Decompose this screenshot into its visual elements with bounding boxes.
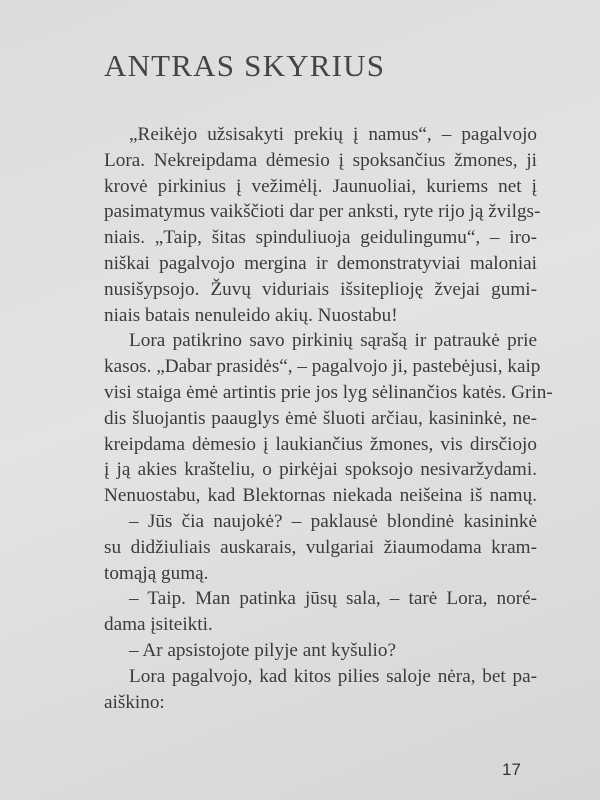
chapter-title: ANTRAS SKYRIUS — [104, 48, 386, 83]
text-line: Lora pagalvojo, kad kitos pilies saloje nėra, bet pa- — [129, 665, 537, 687]
text-line: „Reikėjo užsisakyti prekių į namus“, – pagalvojo — [129, 124, 537, 145]
text-line: niškai pagalvojo mergina ir demonstratyviai maloniai — [104, 253, 537, 274]
page-number: 17 — [502, 760, 521, 779]
text-line: kreipdama dėmesio į laukiančius žmones, vis dirsčiojo — [104, 433, 537, 455]
text-line: į ją akies krašteliu, o pirkėjai spoksojo nesivaržydami. — [104, 459, 537, 481]
text-line: Lora patikrino savo pirkinių sąrašą ir patraukė prie — [129, 330, 537, 352]
text-line: niais. „Taip, šitas spinduliuoja geidulingumu“, – iro- — [104, 227, 537, 249]
text-line: tomąją gumą. — [104, 562, 209, 584]
text-line: niais batais nenuleido akių. Nuostabu! — [104, 304, 398, 326]
text-line: Lora. Nekreipdama dėmesio į spoksančius žmones, ji — [104, 149, 537, 171]
text-line: – Ar apsistojote pilyje ant kyšulio? — [129, 640, 396, 661]
text-line: kasos. „Dabar prasidės“, – pagalvojo ji, pastebėjusi, kaip — [104, 356, 541, 378]
text-line: nusišypsojo. Žuvų viduriais išsiteplioję žvejai gumi- — [104, 278, 537, 300]
text-line: – Taip. Man patinka jūsų sala, – tarė Lora, noré- — [129, 588, 537, 610]
text-line: aiškino: — [104, 691, 165, 713]
text-line: su didžiuliais auskarais, vulgariai žiaumodama kram- — [104, 536, 537, 558]
text-line: visi staiga ėmė artintis prie jos lyg sėlinančios katės. Grin- — [104, 382, 553, 403]
text-line: dis šluojantis paauglys ėmė šluoti arčiau, kasininkė, ne- — [104, 407, 537, 429]
text-line: dama įsiteikti. — [104, 614, 213, 636]
text-line: pasimatymus vaikščioti dar per anksti, ryte rijo ją žvilgs- — [104, 201, 541, 223]
text-line: Nenuostabu, kad Blektornas niekada neišeina iš namų. — [104, 485, 537, 507]
text-line: krovė pirkinius į vežimėlį. Jaunuoliai, kuriems net į — [104, 175, 537, 197]
text-line: – Jūs čia naujokė? – paklausė blondinė kasininkė — [129, 511, 537, 532]
